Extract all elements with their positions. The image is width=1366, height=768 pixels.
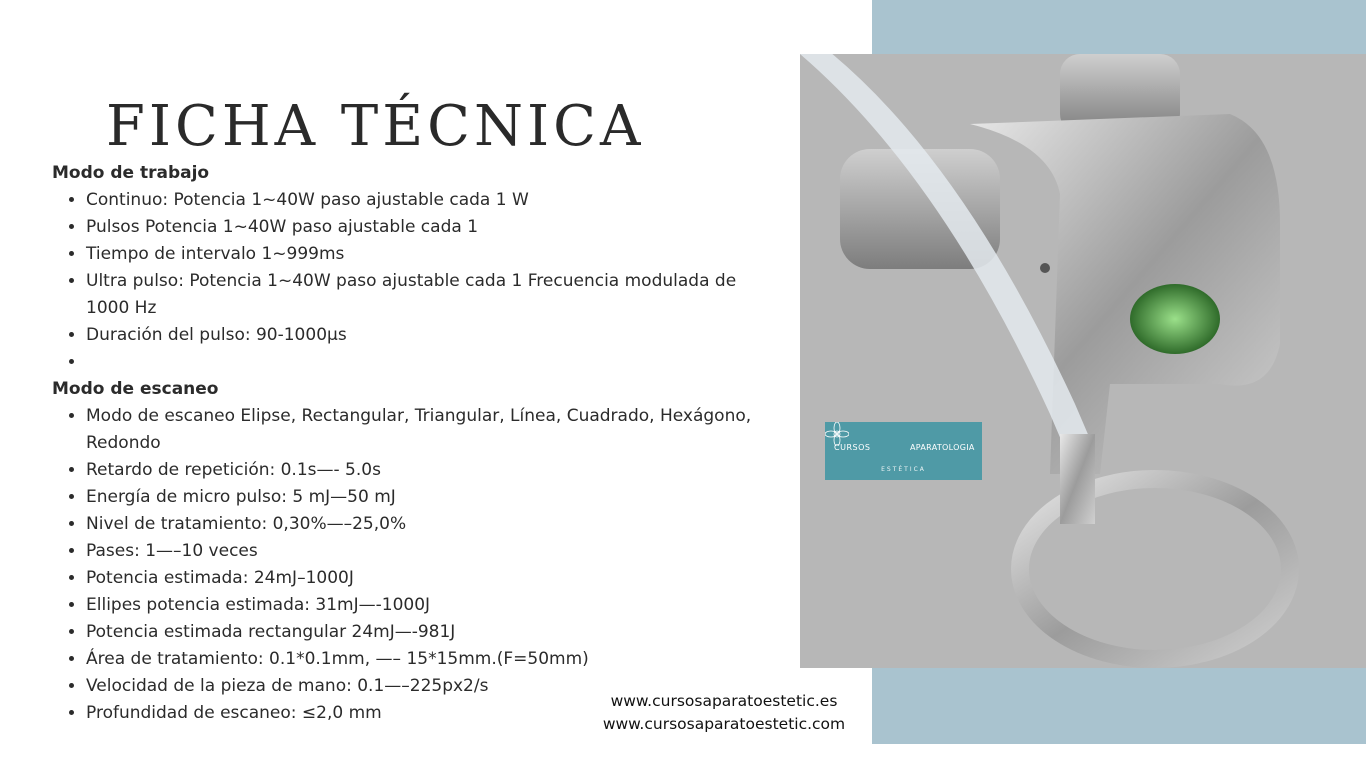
logo-subtitle: ESTÉTICA — [881, 466, 926, 473]
spec-item: • Potencia estimada rectangular 24mJ—-981J — [86, 619, 772, 646]
brand-logo — [825, 422, 982, 480]
spec-item-empty — [86, 349, 772, 376]
spec-item: • Pulsos Potencia 1~40W paso ajustable cada 1 — [86, 214, 772, 241]
handpiece-photo — [800, 54, 1366, 668]
spec-content — [52, 160, 772, 727]
spec-item: • Pases: 1—–10 veces — [86, 538, 772, 565]
spec-item: • Ultra pulso: Potencia 1~40W paso ajustable cada 1 Frecuencia modulada de 1000 Hz — [86, 268, 772, 322]
spec-item: • Área de tratamiento: 0.1*0.1mm, —– 15*15mm.(F=50mm) — [86, 646, 772, 673]
spec-item: • Retardo de repetición: 0.1s—- 5.0s — [86, 457, 772, 484]
page-title: FICHA TÉCNICA — [106, 93, 645, 159]
website-url-com[interactable]: www.cursosaparatoestetic.com — [602, 715, 846, 733]
spec-item: • Nivel de tratamiento: 0,30%—–25,0% — [86, 511, 772, 538]
spec-list — [52, 403, 772, 727]
spec-list — [52, 187, 772, 376]
spec-item: • Modo de escaneo Elipse, Rectangular, Triangular, Línea, Cuadrado, Hexágono, Redondo — [86, 403, 772, 457]
mandala-icon — [825, 422, 849, 446]
spec-item: • Duración del pulso: 90-1000μs — [86, 322, 772, 349]
handpiece-illustration — [800, 54, 1366, 668]
spec-item: • Energía de micro pulso: 5 mJ—50 mJ — [86, 484, 772, 511]
website-url-es[interactable]: www.cursosaparatoestetic.es — [610, 692, 838, 710]
spec-item: • Profundidad de escaneo: ≤2,0 mm — [86, 700, 772, 727]
spec-item: • Continuo: Potencia 1~40W paso ajustable cada 1 W — [86, 187, 772, 214]
spec-item: • Tiempo de intervalo 1~999ms — [86, 241, 772, 268]
section-heading: Modo de trabajo — [52, 163, 210, 183]
logo-text-right: APARATOLOGIA — [910, 443, 975, 452]
section-working-mode — [52, 160, 772, 376]
spec-item: • Ellipes potencia estimada: 31mJ—-1000J — [86, 592, 772, 619]
section-scan-mode — [52, 376, 772, 727]
section-heading: Modo de escaneo — [52, 379, 219, 399]
website-links — [576, 690, 872, 736]
logo-text-left: CURSOS — [834, 443, 871, 452]
spec-item: • Velocidad de la pieza de mano: 0.1—–225px2/s — [86, 673, 772, 700]
spec-item: • Potencia estimada: 24mJ–1000J — [86, 565, 772, 592]
